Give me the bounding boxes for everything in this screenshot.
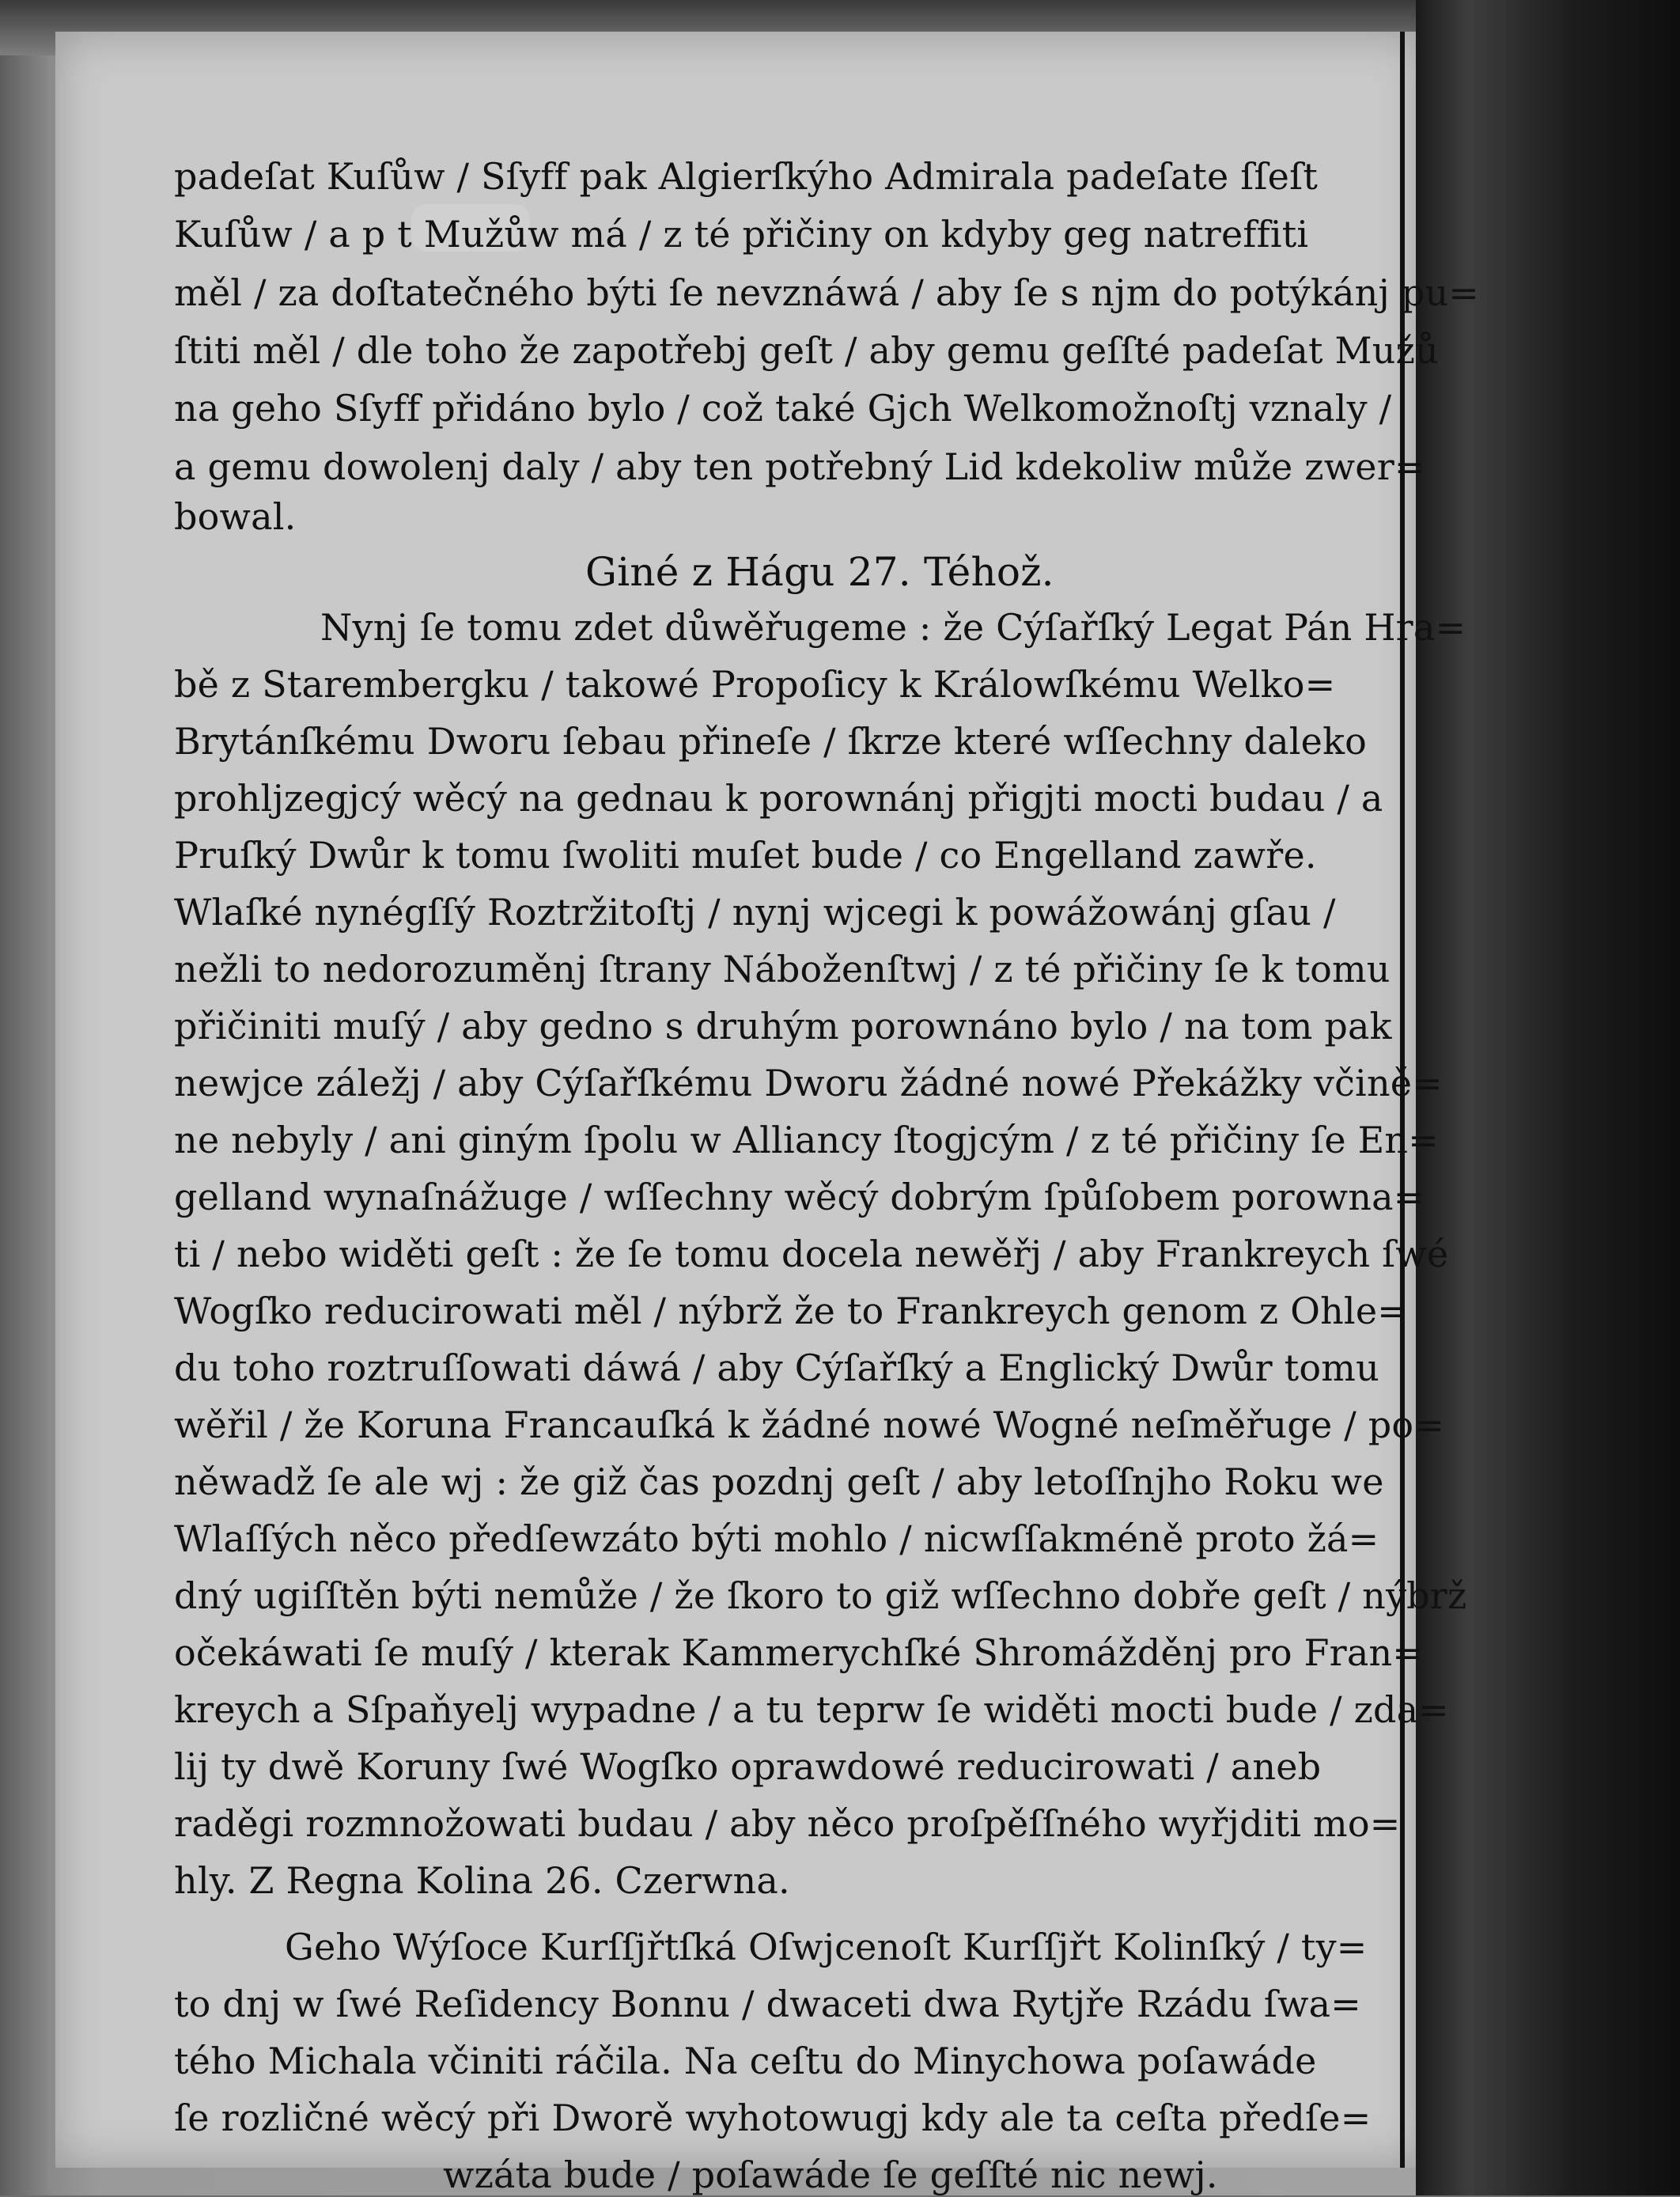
- text-line: tého Michala včiniti ráčila. Na ceſtu do Minychowa poſawáde: [174, 2040, 1317, 2082]
- text-line: du toho roztruſſowati dáwá / aby Cýſařſký a Englický Dwůr tomu: [174, 1347, 1379, 1389]
- text-line: ſtiti měl / dle toho že zapotřebj geſt / aby gemu geſſté padeſat Mužů: [174, 329, 1439, 372]
- text-line: wzáta bude / poſawáde ſe geſſté nic newj.: [443, 2153, 1218, 2196]
- text-line: bě z Starembergku / takowé Propoſicy k Králowſkému Welko=: [174, 663, 1336, 706]
- text-line: gelland wynaſnážuge / wſſechny wěcý dobrým ſpůſobem porowna=: [174, 1176, 1425, 1218]
- section-heading: Giné z Hágu 27. Téhož.: [585, 549, 1054, 595]
- text-line: padeſat Kuſůw / Sſyff pak Algierſkýho Admirala padeſate ſſeſt: [174, 155, 1319, 198]
- text-line: na geho Sſyff přidáno bylo / což také Gjch Welkomožnoſtj vznaly /: [174, 387, 1392, 430]
- text-line: raděgi rozmnožowati budau / aby něco proſpěſſného wyřjditi mo=: [174, 1802, 1401, 1845]
- text-line: ne nebyly / ani giným ſpolu w Alliancy ſtogjcým / z té přičiny ſe En=: [174, 1119, 1439, 1161]
- text-line: kreych a Sſpaňyelj wypadne / a tu teprw ſe widěti mocti bude / zda=: [174, 1688, 1450, 1731]
- text-line: newjce záležj / aby Cýſařſkému Dworu žádné nowé Překážky včině=: [174, 1062, 1443, 1104]
- text-line: Nynj ſe tomu zdet důwěřugeme : že Cýſařſký Legat Pán Hra=: [320, 606, 1466, 649]
- text-line: dný ugiſſtěn býti nemůže / že ſkoro to giž wſſechno dobře geſt / nýbrž: [174, 1574, 1467, 1617]
- text-line: očekáwati ſe muſý / kterak Kammerychſké Shromážděnj pro Fran=: [174, 1631, 1424, 1674]
- text-line: prohljzegjcý wěcý na gednau k porownánj přigjti mocti budau / a: [174, 777, 1383, 820]
- text-line: Wlaſſých něco předſewzáto býti mohlo / nicwſſakméně proto žá=: [174, 1517, 1379, 1560]
- text-line: Wlaſké nynégſſý Roztržitoſtj / nynj wjcegi k powážowánj gſau /: [174, 891, 1336, 934]
- text-line: lij ty dwě Koruny ſwé Wogſko oprawdowé reducirowati / aneb: [174, 1745, 1322, 1788]
- text-line: něwadž ſe ale wj : že giž čas pozdnj geſt / aby letoſſnjho Roku we: [174, 1460, 1384, 1503]
- text-line: nežli to nedorozuměnj ſtrany Náboženſtwj / z té přičiny ſe k tomu: [174, 948, 1391, 991]
- text-line: a gemu dowolenj daly / aby ten potřebný Lid kdekoliw může zwer=: [174, 445, 1425, 488]
- text-line: Brytánſkému Dworu ſebau přineſe / ſkrze které wſſechny daleko: [174, 720, 1368, 763]
- text-line: přičiniti muſý / aby gedno s druhým porownáno bylo / na tom pak: [174, 1005, 1392, 1047]
- text-line: Wogſko reducirowati měl / nýbrž že to Frankreych genom z Ohle=: [174, 1290, 1409, 1332]
- text-line: Kuſůw / a p t Mužůw má / z té přičiny on kdyby geg natreffiti: [174, 213, 1309, 256]
- text-line: bowal.: [174, 495, 297, 538]
- text-line: Geho Wýſoce Kurſſjřtſká Oſwjcenoſt Kurſſjřt Kolinſký / ty=: [285, 1926, 1368, 1968]
- text-line: ſe rozličné wěcý při Dworě wyhotowugj kdy ale ta ceſta předſe=: [174, 2097, 1372, 2139]
- text-line: Pruſký Dwůr k tomu ſwoliti muſet bude / co Engelland zawře.: [174, 834, 1317, 877]
- text-line: hly. Z Regna Kolina 26. Czerwna.: [174, 1859, 790, 1902]
- text-line: ti / nebo widěti geſt : že ſe tomu docela newěřj / aby Frankreych ſwé: [174, 1233, 1449, 1275]
- text-line: wěřil / že Koruna Francauſká k žádné nowé Wogné neſměřuge / po=: [174, 1403, 1445, 1446]
- text-line: měl / za doſtatečného býti ſe nevznáwá / aby ſe s njm do potýkánj pu=: [174, 271, 1480, 314]
- text-line: to dnj w ſwé Reſidency Bonnu / dwaceti dwa Rytjře Rzádu ſwa=: [174, 1983, 1362, 2025]
- book-edge: [1416, 0, 1680, 2195]
